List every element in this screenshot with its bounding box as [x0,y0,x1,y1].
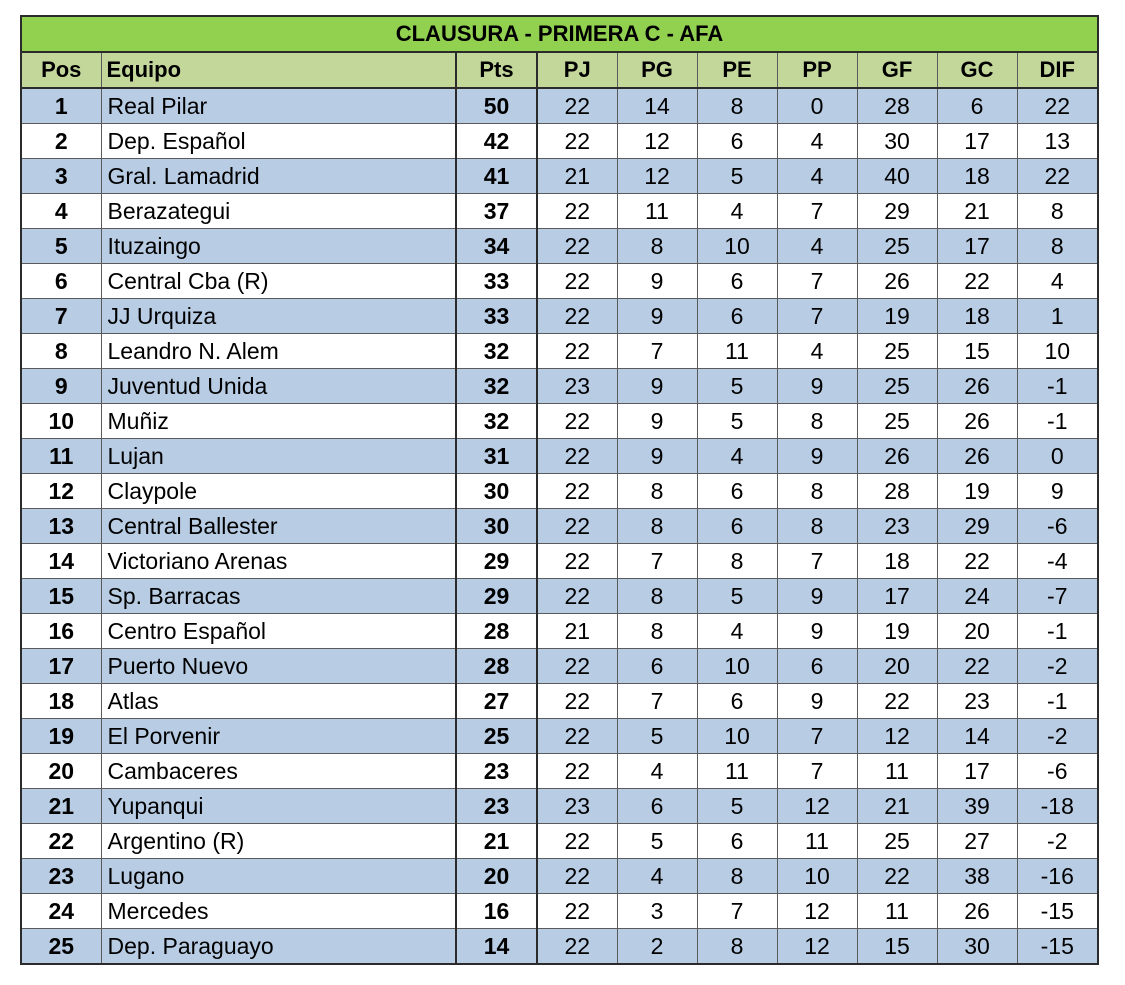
cell-team: Central Cba (R) [101,264,456,299]
cell-pp: 9 [777,369,857,404]
cell-gc: 22 [937,544,1017,579]
cell-pos: 19 [21,719,101,754]
cell-pos: 23 [21,859,101,894]
cell-gf: 21 [857,789,937,824]
cell-pg: 8 [617,614,697,649]
cell-pp: 8 [777,404,857,439]
cell-gf: 20 [857,649,937,684]
cell-pts: 20 [456,859,537,894]
cell-gc: 22 [937,649,1017,684]
cell-team: Centro Español [101,614,456,649]
cell-dif: -7 [1017,579,1098,614]
cell-pts: 42 [456,124,537,159]
cell-gc: 17 [937,229,1017,264]
cell-pos: 13 [21,509,101,544]
cell-pg: 9 [617,299,697,334]
cell-dif: -1 [1017,404,1098,439]
cell-team: Cambaceres [101,754,456,789]
cell-pj: 22 [537,754,617,789]
cell-pts: 32 [456,334,537,369]
cell-pp: 11 [777,824,857,859]
cell-pj: 22 [537,894,617,929]
cell-pe: 6 [697,509,777,544]
cell-pts: 28 [456,649,537,684]
cell-pj: 21 [537,614,617,649]
cell-pts: 23 [456,789,537,824]
cell-pj: 23 [537,789,617,824]
cell-pj: 22 [537,509,617,544]
cell-pj: 22 [537,859,617,894]
cell-pj: 22 [537,719,617,754]
cell-pp: 7 [777,754,857,789]
cell-team: Lujan [101,439,456,474]
cell-pts: 25 [456,719,537,754]
cell-team: Juventud Unida [101,369,456,404]
cell-pj: 22 [537,439,617,474]
table-row [21,369,1098,404]
cell-team: Ituzaingo [101,229,456,264]
cell-pe: 11 [697,334,777,369]
cell-pj: 22 [537,929,617,965]
col-header-gf: GF [857,52,937,88]
cell-pj: 22 [537,264,617,299]
cell-dif: -6 [1017,754,1098,789]
cell-team: El Porvenir [101,719,456,754]
cell-dif: -1 [1017,684,1098,719]
cell-dif: -15 [1017,894,1098,929]
cell-pp: 9 [777,684,857,719]
cell-pts: 21 [456,824,537,859]
cell-team: Mercedes [101,894,456,929]
cell-gc: 27 [937,824,1017,859]
col-header-pg: PG [617,52,697,88]
table-row [21,579,1098,614]
cell-pe: 10 [697,229,777,264]
cell-pos: 6 [21,264,101,299]
cell-dif: 9 [1017,474,1098,509]
cell-pg: 8 [617,579,697,614]
cell-pe: 6 [697,824,777,859]
cell-pp: 4 [777,229,857,264]
cell-team: Lugano [101,859,456,894]
cell-team: JJ Urquiza [101,299,456,334]
cell-pos: 11 [21,439,101,474]
cell-team: Leandro N. Alem [101,334,456,369]
cell-dif: 4 [1017,264,1098,299]
cell-pg: 3 [617,894,697,929]
cell-gc: 22 [937,264,1017,299]
cell-pe: 8 [697,859,777,894]
cell-team: Dep. Español [101,124,456,159]
cell-team: Victoriano Arenas [101,544,456,579]
cell-gc: 18 [937,159,1017,194]
cell-gf: 19 [857,299,937,334]
cell-gc: 26 [937,404,1017,439]
cell-pts: 16 [456,894,537,929]
cell-pj: 23 [537,369,617,404]
cell-gf: 30 [857,124,937,159]
cell-pg: 9 [617,264,697,299]
cell-pos: 5 [21,229,101,264]
cell-team: Puerto Nuevo [101,649,456,684]
cell-pp: 10 [777,859,857,894]
cell-pj: 22 [537,824,617,859]
cell-pos: 7 [21,299,101,334]
cell-team: Muñiz [101,404,456,439]
table-row [21,264,1098,299]
cell-pj: 22 [537,334,617,369]
cell-gc: 29 [937,509,1017,544]
cell-pe: 6 [697,474,777,509]
cell-gc: 15 [937,334,1017,369]
cell-gc: 26 [937,439,1017,474]
cell-pe: 4 [697,194,777,229]
cell-gf: 26 [857,264,937,299]
cell-pp: 12 [777,789,857,824]
cell-pos: 4 [21,194,101,229]
cell-pp: 9 [777,614,857,649]
table-row [21,649,1098,684]
cell-pe: 5 [697,579,777,614]
cell-dif: -2 [1017,719,1098,754]
cell-pe: 10 [697,649,777,684]
table-row [21,544,1098,579]
cell-gf: 28 [857,474,937,509]
table-row [21,824,1098,859]
cell-pp: 7 [777,264,857,299]
cell-gf: 25 [857,824,937,859]
table-row [21,229,1098,264]
col-header-pj: PJ [537,52,617,88]
cell-pj: 22 [537,194,617,229]
col-header-pe: PE [697,52,777,88]
cell-gf: 11 [857,754,937,789]
cell-pos: 20 [21,754,101,789]
cell-pg: 7 [617,684,697,719]
col-header-pos: Pos [21,52,101,88]
cell-pe: 5 [697,369,777,404]
cell-dif: -2 [1017,649,1098,684]
table-row [21,859,1098,894]
cell-pj: 22 [537,229,617,264]
cell-dif: 1 [1017,299,1098,334]
cell-pp: 8 [777,509,857,544]
cell-pe: 5 [697,404,777,439]
standings-table-container [20,15,1099,965]
cell-team: Claypole [101,474,456,509]
cell-pos: 1 [21,88,101,124]
cell-pg: 8 [617,474,697,509]
cell-team: Gral. Lamadrid [101,159,456,194]
cell-pj: 22 [537,579,617,614]
cell-pts: 27 [456,684,537,719]
cell-gc: 24 [937,579,1017,614]
table-row [21,334,1098,369]
cell-gf: 12 [857,719,937,754]
col-header-dif: DIF [1017,52,1098,88]
table-row [21,439,1098,474]
cell-pts: 30 [456,474,537,509]
cell-team: Yupanqui [101,789,456,824]
table-row [21,719,1098,754]
cell-pts: 50 [456,88,537,124]
col-header-pp: PP [777,52,857,88]
cell-team: Atlas [101,684,456,719]
standings-body [21,88,1098,964]
cell-gf: 11 [857,894,937,929]
cell-dif: -1 [1017,369,1098,404]
cell-gf: 18 [857,544,937,579]
cell-gf: 22 [857,684,937,719]
cell-pp: 4 [777,334,857,369]
cell-gf: 15 [857,929,937,965]
cell-dif: 22 [1017,88,1098,124]
cell-gf: 26 [857,439,937,474]
table-row [21,299,1098,334]
col-header-gc: GC [937,52,1017,88]
cell-dif: -15 [1017,929,1098,965]
cell-pj: 22 [537,684,617,719]
cell-pg: 4 [617,754,697,789]
cell-pos: 17 [21,649,101,684]
cell-gc: 38 [937,859,1017,894]
cell-pg: 4 [617,859,697,894]
cell-pts: 32 [456,404,537,439]
table-row [21,894,1098,929]
cell-pos: 24 [21,894,101,929]
cell-pg: 11 [617,194,697,229]
cell-pe: 5 [697,789,777,824]
cell-gc: 21 [937,194,1017,229]
cell-pp: 8 [777,474,857,509]
cell-pts: 29 [456,579,537,614]
cell-gc: 14 [937,719,1017,754]
header-row [21,52,1098,88]
cell-pos: 14 [21,544,101,579]
cell-pj: 22 [537,649,617,684]
cell-pos: 2 [21,124,101,159]
cell-pts: 33 [456,264,537,299]
cell-pts: 31 [456,439,537,474]
table-row [21,159,1098,194]
cell-gf: 25 [857,404,937,439]
cell-pp: 9 [777,579,857,614]
cell-gc: 6 [937,88,1017,124]
cell-pos: 15 [21,579,101,614]
cell-pp: 7 [777,194,857,229]
cell-pg: 9 [617,404,697,439]
table-row [21,474,1098,509]
cell-team: Sp. Barracas [101,579,456,614]
cell-dif: 0 [1017,439,1098,474]
cell-gc: 30 [937,929,1017,965]
cell-gc: 39 [937,789,1017,824]
cell-pg: 6 [617,649,697,684]
cell-pg: 12 [617,159,697,194]
cell-gc: 17 [937,124,1017,159]
cell-pp: 6 [777,649,857,684]
standings-table [20,15,1099,965]
cell-dif: -16 [1017,859,1098,894]
cell-pg: 5 [617,824,697,859]
cell-gc: 19 [937,474,1017,509]
cell-pe: 4 [697,439,777,474]
cell-dif: 13 [1017,124,1098,159]
cell-pos: 3 [21,159,101,194]
cell-pts: 41 [456,159,537,194]
cell-pg: 12 [617,124,697,159]
cell-pe: 11 [697,754,777,789]
cell-pp: 4 [777,124,857,159]
cell-pos: 21 [21,789,101,824]
cell-pos: 12 [21,474,101,509]
cell-gc: 23 [937,684,1017,719]
cell-gc: 17 [937,754,1017,789]
cell-pp: 0 [777,88,857,124]
table-row [21,509,1098,544]
cell-pj: 22 [537,299,617,334]
cell-gc: 20 [937,614,1017,649]
cell-pp: 7 [777,544,857,579]
cell-team: Dep. Paraguayo [101,929,456,965]
cell-pos: 9 [21,369,101,404]
col-header-team: Equipo [101,52,456,88]
cell-pj: 22 [537,474,617,509]
cell-pe: 4 [697,614,777,649]
cell-pp: 12 [777,894,857,929]
cell-pj: 22 [537,124,617,159]
cell-gc: 26 [937,369,1017,404]
cell-pe: 10 [697,719,777,754]
cell-pe: 8 [697,544,777,579]
cell-gf: 23 [857,509,937,544]
cell-pe: 6 [697,264,777,299]
cell-pe: 6 [697,124,777,159]
cell-pp: 7 [777,719,857,754]
cell-pos: 25 [21,929,101,965]
cell-gf: 25 [857,369,937,404]
cell-pts: 30 [456,509,537,544]
cell-pts: 33 [456,299,537,334]
cell-dif: 8 [1017,229,1098,264]
cell-team: Argentino (R) [101,824,456,859]
cell-dif: -6 [1017,509,1098,544]
cell-pg: 5 [617,719,697,754]
table-row [21,404,1098,439]
cell-dif: 22 [1017,159,1098,194]
cell-pg: 8 [617,509,697,544]
cell-pj: 22 [537,544,617,579]
cell-gf: 25 [857,334,937,369]
cell-pos: 18 [21,684,101,719]
cell-pj: 21 [537,159,617,194]
cell-pe: 5 [697,159,777,194]
cell-pts: 14 [456,929,537,965]
cell-dif: 8 [1017,194,1098,229]
cell-pp: 7 [777,299,857,334]
table-row [21,789,1098,824]
cell-pts: 29 [456,544,537,579]
cell-gf: 22 [857,859,937,894]
table-row [21,684,1098,719]
cell-gf: 40 [857,159,937,194]
cell-pos: 22 [21,824,101,859]
cell-gf: 17 [857,579,937,614]
cell-gc: 26 [937,894,1017,929]
cell-pos: 16 [21,614,101,649]
cell-pg: 6 [617,789,697,824]
cell-pg: 14 [617,88,697,124]
cell-dif: -2 [1017,824,1098,859]
cell-pe: 8 [697,88,777,124]
cell-gf: 19 [857,614,937,649]
cell-pts: 23 [456,754,537,789]
cell-pos: 10 [21,404,101,439]
cell-pe: 8 [697,929,777,965]
cell-pe: 7 [697,894,777,929]
cell-pg: 9 [617,369,697,404]
table-row [21,194,1098,229]
cell-dif: -4 [1017,544,1098,579]
cell-dif: -1 [1017,614,1098,649]
cell-pe: 6 [697,684,777,719]
cell-gf: 29 [857,194,937,229]
cell-pg: 8 [617,229,697,264]
table-row [21,124,1098,159]
cell-pp: 9 [777,439,857,474]
table-row [21,754,1098,789]
cell-pg: 2 [617,929,697,965]
cell-team: Berazategui [101,194,456,229]
cell-team: Central Ballester [101,509,456,544]
cell-pp: 4 [777,159,857,194]
cell-pp: 12 [777,929,857,965]
table-row [21,88,1098,124]
cell-pg: 9 [617,439,697,474]
cell-pts: 28 [456,614,537,649]
cell-dif: -18 [1017,789,1098,824]
cell-pj: 22 [537,404,617,439]
cell-dif: 10 [1017,334,1098,369]
cell-pe: 6 [697,299,777,334]
table-title: CLAUSURA - PRIMERA C - AFA [21,16,1098,52]
cell-pj: 22 [537,88,617,124]
cell-pts: 34 [456,229,537,264]
cell-pos: 8 [21,334,101,369]
cell-pg: 7 [617,334,697,369]
cell-pg: 7 [617,544,697,579]
cell-gf: 25 [857,229,937,264]
col-header-pts: Pts [456,52,537,88]
cell-team: Real Pilar [101,88,456,124]
cell-pts: 32 [456,369,537,404]
cell-gc: 18 [937,299,1017,334]
cell-pts: 37 [456,194,537,229]
table-row [21,929,1098,965]
cell-gf: 28 [857,88,937,124]
table-row [21,614,1098,649]
